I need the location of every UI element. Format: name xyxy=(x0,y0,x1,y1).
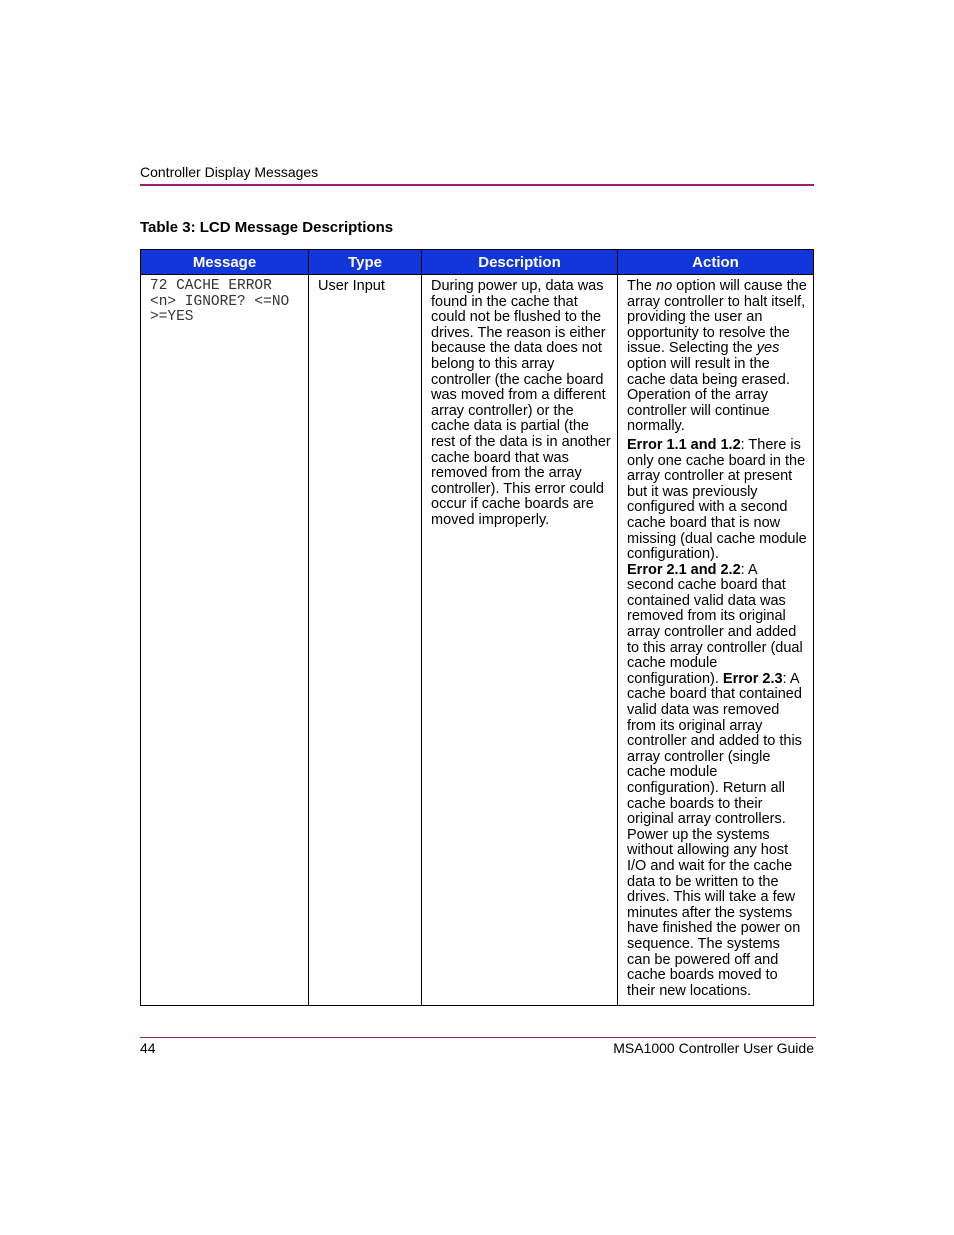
running-header: Controller Display Messages xyxy=(140,164,319,180)
table-header-row xyxy=(141,250,814,275)
error-2-label: Error 2.1 and 2.2 xyxy=(627,561,741,578)
action-paragraph: The no option will cause the array controller to halt itself, providing the user an opportunity to resolve the issue. Selecting the yes option will result in the cache data being erased. Operation of the array controller will continue normally. xyxy=(627,278,807,435)
column-header-type: Type xyxy=(309,250,422,275)
type-text: User Input xyxy=(318,278,385,294)
column-header-message: Message xyxy=(141,250,309,275)
error-3-label: Error 2.3 xyxy=(722,670,783,687)
error-1-paragraph: Error 1.1 and 1.2: There is only one cache board in the array controller at present but it was previously configured with a second cache board that is now missing (dual cache module configuration). xyxy=(627,436,807,563)
option-no: no xyxy=(656,278,673,294)
description-text: During power up, data was found in the cache that could not be flushed to the drives. The reason is either because the data does not belong to this array controller (the cache board was moved from a different array controller) or the cache data is partial (the rest of the data is in another cache board that was removed from the array controller). This error could occur if cache boards are moved improperly. xyxy=(431,278,611,528)
error-2-paragraph: Error 2.1 and 2.2: A second cache board that contained valid data was removed from its original array controller and added to this array controller (dual cache module configuration). Error 2.3: A cache board that contained valid data was removed from its original array controller and added to this array controller (single cache module configuration). Return all cache boards to their original array controllers. Power up the systems without allowing any host I/O and wait for the cache data to be written to the drives. This will take a few minutes after the systems have finished the power on sequence. The systems can be powered off and cache boards moved to their new locations. xyxy=(627,561,803,999)
option-yes: yes xyxy=(756,340,780,357)
column-header-action: Action xyxy=(618,250,814,275)
description-cell xyxy=(422,275,618,1006)
table-row xyxy=(141,275,814,1006)
lcd-message-text: 72 CACHE ERROR <n> IGNORE? <=NO >=YES xyxy=(150,278,290,326)
action-cell xyxy=(618,275,814,1006)
header-divider xyxy=(140,184,814,186)
error-1-label: Error 1.1 and 1.2 xyxy=(627,436,741,453)
table-caption: Table 3: LCD Message Descriptions xyxy=(140,219,394,236)
footer-divider xyxy=(140,1037,816,1038)
type-cell xyxy=(309,275,422,1006)
message-cell xyxy=(141,275,309,1006)
lcd-message-table xyxy=(140,249,814,1006)
guide-title: MSA1000 Controller User Guide xyxy=(613,1040,814,1056)
page-number: 44 xyxy=(140,1040,156,1056)
column-header-description: Description xyxy=(422,250,618,275)
